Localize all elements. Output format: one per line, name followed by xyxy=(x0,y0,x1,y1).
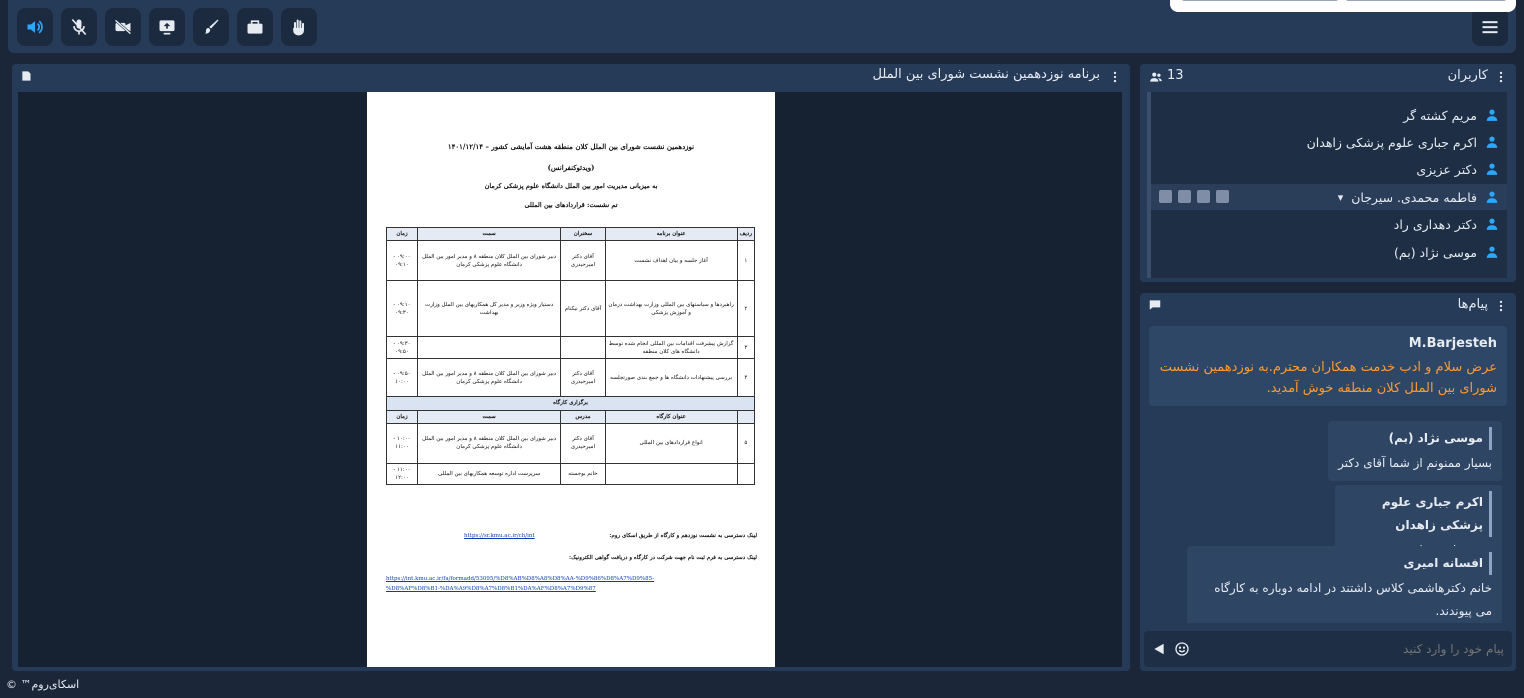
top-overlay-bar xyxy=(1170,0,1516,12)
users-count: 13 xyxy=(1167,68,1184,83)
schedule-table xyxy=(386,227,755,485)
whiteboard-button[interactable] xyxy=(193,8,229,46)
send-icon[interactable] xyxy=(1152,642,1166,656)
doc-heading-4: تم نشست: قراردادهای بین المللی xyxy=(524,201,618,209)
kebab-menu-icon[interactable] xyxy=(1494,299,1508,313)
link-label-1: لینک دسترسی به نشست نوزدهم و کارگاه از طریق اسکای روم: xyxy=(609,533,757,539)
table-cell: ۴ xyxy=(737,359,754,397)
table-cell: راهبردها و سیاستهای بین المللی وزارت بهداشت درمان و آموزش پزشکی xyxy=(605,281,737,337)
footer-brand: اسکای‌روم™ © xyxy=(6,678,80,691)
brush-icon[interactable] xyxy=(1216,190,1229,203)
column-header xyxy=(737,410,754,423)
registration-link-b[interactable]: %D8%AF%D8%B1-%DA%A9%D8%A7%D8%B1%DA%AF%D8%A7%D9%87 xyxy=(386,586,596,592)
column-header: ردیف xyxy=(737,228,754,241)
screen-share-button[interactable] xyxy=(149,8,185,46)
table-cell xyxy=(605,463,737,485)
doc-heading-3: به میزبانی مدیریت امور بین الملل دانشگاه علوم پزشکی کرمان xyxy=(484,182,658,190)
document-panel-header xyxy=(12,64,1130,88)
table-cell: ۲ xyxy=(737,281,754,337)
chat-icon xyxy=(1148,298,1162,312)
users-icon xyxy=(1148,70,1164,84)
message-author: M.Barjesteh xyxy=(1408,336,1497,351)
table-cell: آقای دکتر نیکنام xyxy=(561,281,605,337)
user-controls xyxy=(1159,190,1229,203)
table-row xyxy=(387,423,755,463)
raise-hand-button[interactable] xyxy=(281,8,317,46)
raise-hand-icon xyxy=(289,17,309,37)
table-cell xyxy=(561,337,605,359)
table-cell: آقای دکتر امیرحیدری xyxy=(561,359,605,397)
table-cell xyxy=(417,337,560,359)
table-row xyxy=(387,281,755,337)
table-cell: آقای دکتر امیرحیدری xyxy=(561,423,605,463)
folder-icon[interactable] xyxy=(20,69,34,83)
main-menu-button[interactable] xyxy=(1472,8,1508,46)
column-header: سخنران xyxy=(561,228,605,241)
table-header-row xyxy=(387,228,755,241)
table-cell: سرپرست اداره توسعه همکاریهای بین المللی xyxy=(417,463,560,485)
table-cell: ۰۹:۳۰ - ۰۹:۵۰ xyxy=(387,337,418,359)
kebab-menu-icon[interactable] xyxy=(1108,70,1122,84)
mic-off-icon xyxy=(69,17,89,37)
column-header: عنوان کارگاه xyxy=(605,410,737,423)
chat-panel xyxy=(1140,293,1516,671)
user-icon xyxy=(1485,108,1499,122)
link-label-2: لینک دسترسی به فرم ثبت نام جهت شرکت در کارگاه و دریافت گواهی الکترونیک: xyxy=(569,555,757,561)
user-name: موسی نژاد (بم) xyxy=(1394,244,1477,260)
message-text: خانم دکترهاشمی کلاس داشتند در ادامه دوباره به کارگاه می پیوندند. xyxy=(1214,580,1492,618)
workshop-band: برگزاری کارگاه xyxy=(387,397,755,410)
camera-button[interactable] xyxy=(105,8,141,46)
document-panel xyxy=(12,64,1130,671)
column-header: سمت xyxy=(417,228,560,241)
message-text: عرض سلام و ادب خدمت همکاران محترم.به نوزدهمین نشست شورای بین الملل کلان منطقه خوش آمدید. xyxy=(1159,359,1497,397)
table-cell: آقای دکتر امیرحیدری xyxy=(561,241,605,281)
table-cell: دبیر شورای بین الملل کلان منطقه ۸ و مدیر امور بین الملل دانشگاه علوم پزشکی کرمان xyxy=(417,241,560,281)
table-cell: خانم بوجسته xyxy=(561,463,605,485)
user-name: مریم کشته گر xyxy=(1403,107,1477,123)
skyroom-link[interactable]: https://sr.kmu.ac.ir/ch/int xyxy=(464,533,535,539)
table-cell: بررسی پیشنهادات دانشگاه ها و جمع بندی صورتجلسه xyxy=(605,359,737,397)
column-header: سمت xyxy=(417,410,560,423)
camera-off-icon xyxy=(113,17,133,37)
screen-share-icon[interactable] xyxy=(1197,190,1210,203)
message-composer xyxy=(1144,631,1512,667)
table-cell: ۰۹:۱۰ - ۰۹:۳۰ xyxy=(387,281,418,337)
camera-icon[interactable] xyxy=(1178,190,1191,203)
mic-button[interactable] xyxy=(61,8,97,46)
document-title: برنامه نوزدهمین نشست شورای بین الملل xyxy=(872,67,1100,82)
user-icon xyxy=(1485,190,1499,204)
speaker-button[interactable] xyxy=(17,8,53,46)
doc-heading-1: نوزدهمین نشست شورای بین الملل کلان منطقه هشت آمایشی کشور – ۱۴۰۱/۱۲/۱۴ xyxy=(447,142,695,151)
user-list[interactable] xyxy=(1147,92,1507,278)
users-panel-header xyxy=(1140,64,1516,88)
column-header: زمان xyxy=(387,228,418,241)
chat-message xyxy=(1187,546,1502,623)
files-button[interactable] xyxy=(237,8,273,46)
speaker-icon xyxy=(25,17,45,37)
document-page xyxy=(367,92,775,667)
user-name: دکتر دهداری راد xyxy=(1393,216,1477,232)
table-cell: انواع قراردادهای بین المللی xyxy=(605,423,737,463)
message-input[interactable] xyxy=(1204,637,1504,661)
table-cell: ۰۹:۰۰ - ۰۹:۱۰ xyxy=(387,241,418,281)
message-text: بسیار ممنونم از شما آقای دکتر xyxy=(1338,455,1492,470)
registration-link-a[interactable]: https://int.kmu.ac.ir/fa/formadd/53095/%D8%AB%D8%A8%D8%AA-%D9%86%D8%A7%D9%85- xyxy=(386,576,654,582)
doc-heading-2: (ویدئوکنفرانس) xyxy=(547,163,595,172)
column-header: مدرس xyxy=(561,410,605,423)
user-list-item[interactable] xyxy=(1151,211,1507,237)
users-panel-title: کاربران xyxy=(1447,68,1488,83)
users-panel xyxy=(1140,64,1516,282)
brush-icon xyxy=(201,17,221,37)
table-cell: ۵ xyxy=(737,423,754,463)
mic-icon[interactable] xyxy=(1159,190,1172,203)
user-list-item[interactable] xyxy=(1151,129,1507,155)
user-icon xyxy=(1485,162,1499,176)
table-cell: دبیر شورای بین الملل کلان منطقه ۸ و مدیر امور بین الملل دانشگاه علوم پزشکی کرمان xyxy=(417,423,560,463)
table-cell: آغاز جلسه و بیان اهداف نشست xyxy=(605,241,737,281)
pinned-message xyxy=(1149,326,1507,406)
briefcase-icon xyxy=(245,17,265,37)
screen-share-icon xyxy=(157,17,177,37)
table-cell: ۳ xyxy=(737,337,754,359)
user-list-item[interactable] xyxy=(1151,184,1507,210)
user-list-item[interactable] xyxy=(1151,156,1507,182)
table-header-row xyxy=(387,410,755,423)
table-cell: ۰۹:۵۰ - ۱۰:۰۰ xyxy=(387,359,418,397)
table-row xyxy=(387,359,755,397)
table-cell: ۱۰:۰۰ - ۱۱:۰۰ xyxy=(387,423,418,463)
chat-panel-title: پیام‌ها xyxy=(1457,297,1488,312)
user-icon xyxy=(1485,135,1499,149)
table-row xyxy=(387,241,755,281)
table-row xyxy=(387,337,755,359)
user-list-item[interactable] xyxy=(1151,102,1507,128)
document-viewer[interactable] xyxy=(18,92,1122,667)
kebab-menu-icon[interactable] xyxy=(1494,70,1508,84)
message-author: اکرم جباری علوم پزشکی زاهدان xyxy=(1345,491,1492,537)
table-row xyxy=(387,463,755,485)
table-cell: دبیر شورای بین الملل کلان منطقه ۸ و مدیر امور بین الملل دانشگاه علوم پزشکی کرمان xyxy=(417,359,560,397)
table-cell: دستیار ویژه وزیر و مدیر کل همکاریهای بین الملل وزارت بهداشت xyxy=(417,281,560,337)
user-list-item[interactable] xyxy=(1151,239,1507,265)
message-list[interactable] xyxy=(1147,321,1509,623)
user-name: اکرم جباری علوم پزشکی زاهدان xyxy=(1306,134,1477,150)
user-icon xyxy=(1485,217,1499,231)
hamburger-icon xyxy=(1480,17,1500,37)
user-icon xyxy=(1485,245,1499,259)
emoji-icon[interactable] xyxy=(1174,641,1190,657)
table-cell: ۱ xyxy=(737,241,754,281)
table-cell xyxy=(737,463,754,485)
chevron-down-icon[interactable]: ▾ xyxy=(1337,190,1344,204)
table-cell: گزارش پیشرفت اقدامات بین المللی انجام شده توسط دانشگاه های کلان منطقه xyxy=(605,337,737,359)
column-header: عنوان برنامه xyxy=(605,228,737,241)
chat-panel-header xyxy=(1140,293,1516,317)
message-author: افسانه امیری xyxy=(1197,552,1492,575)
message-author: موسی نژاد (بم) xyxy=(1338,427,1492,450)
table-cell: ۱۱:۰۰ - ۱۲:۰۰ xyxy=(387,463,418,485)
user-name: دکتر عزیزی xyxy=(1416,161,1477,177)
user-name: فاطمه محمدی. سیرجان xyxy=(1351,189,1477,205)
column-header: زمان xyxy=(387,410,418,423)
chat-message xyxy=(1328,421,1502,481)
